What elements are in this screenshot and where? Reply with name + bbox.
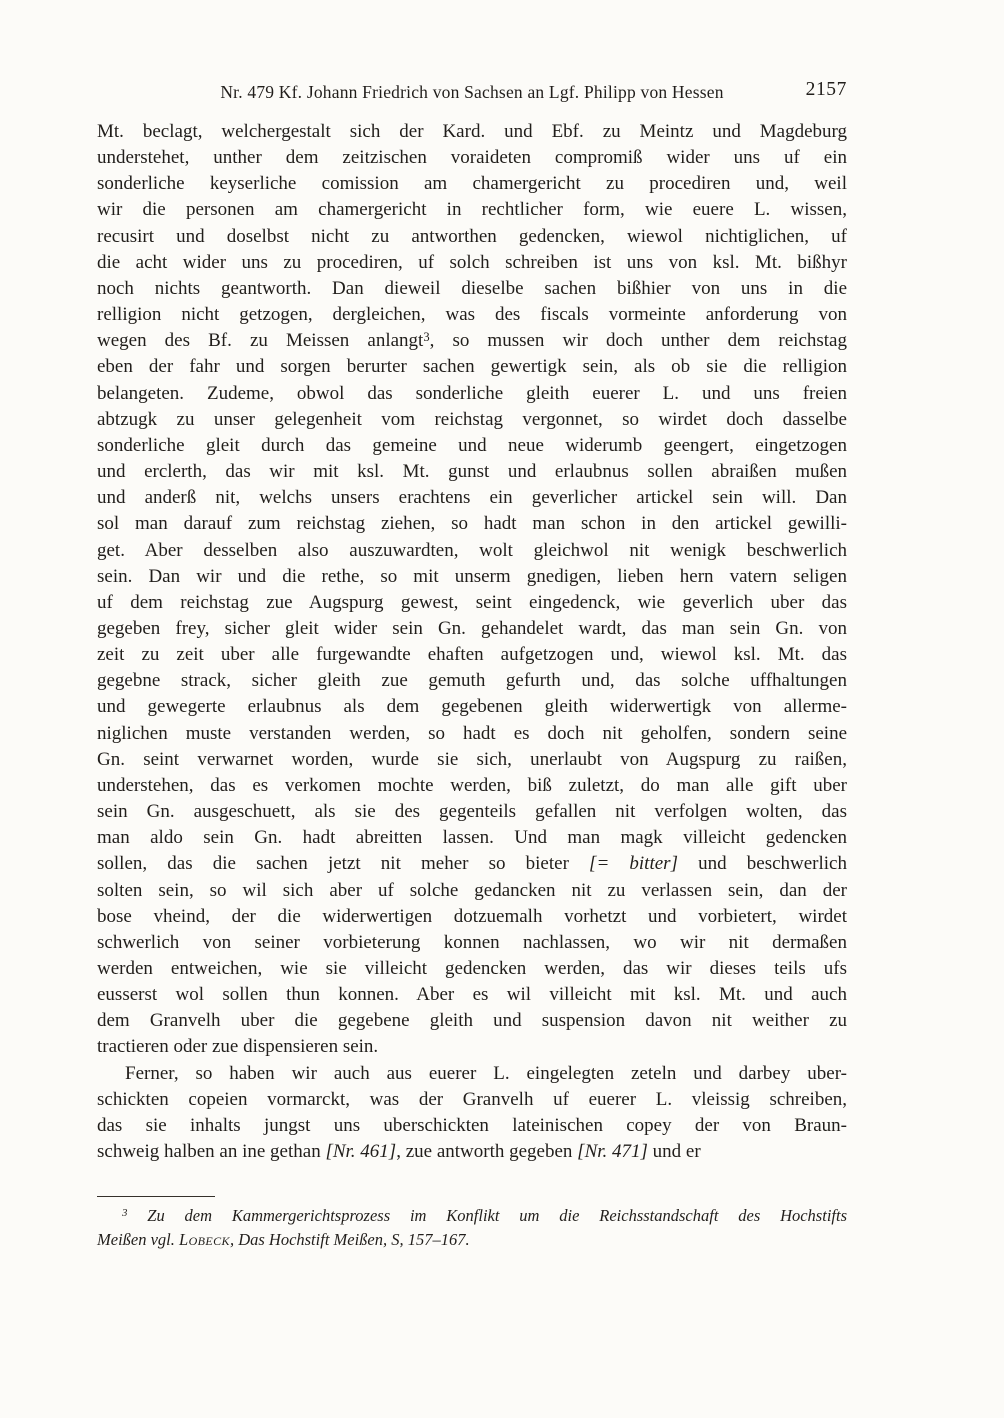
text-segment: Mt. beclagt, welchergestalt sich der Kard. und Ebf. zu Meintz und Magdeburg <box>97 121 847 142</box>
text-line <box>97 825 847 851</box>
text-line <box>97 616 847 642</box>
text-line <box>97 721 847 747</box>
text-segment: abtzugk zu unser gelegenheit vom reichstag vergonnet, so wirdet doch dasselbe <box>97 408 847 430</box>
text-line <box>97 433 847 459</box>
text-segment: relligion nicht getzogen, dergleichen, was des fiscals vormeinte anforderung von <box>97 304 847 326</box>
text-segment: schwerlich von seiner vorbieterung konnen nachlassen, wo wir nit dermaßen <box>97 931 847 953</box>
text-segment: und anderß nit, welchs unsers erachtens ein geverlicher artickel sein will. Dan <box>97 487 847 509</box>
text-line <box>97 1204 847 1228</box>
text-line <box>97 1139 847 1165</box>
text-line <box>97 1061 847 1087</box>
text-segment: Gn. seint verwarnet worden, wurde sie sich, unerlaubt von Augspurg zu raißen, <box>97 748 847 770</box>
text-segment: Ferner, so haben wir auch aus euerer L. eingelegten zeteln und darbey uber- <box>125 1062 847 1084</box>
text-line <box>97 407 847 433</box>
text-segment: und gewegerte erlaubnus als dem gegebenen gleith widerwertigk von allerme- <box>97 696 847 718</box>
text-segment: werden entweichen, wie sie villeicht gedencken werden, das wir dieses teils ufs <box>97 958 847 979</box>
text-segment: niglichen muste verstanden werden, so hadt es doch nit geholfen, sondern seine <box>97 722 847 744</box>
text-line <box>97 354 847 380</box>
author-name: Lobeck <box>179 1229 230 1249</box>
text-line <box>97 302 847 328</box>
footnote-area <box>97 1196 847 1251</box>
text-segment: man aldo sein Gn. hadt abreitten lassen. Und man magk villeicht gedencken <box>97 827 847 849</box>
text-segment: gegeben frey, sicher gleit wider sein Gn. gehandelet wardt, das man sein Gn. von <box>97 617 847 639</box>
text-line <box>97 1034 847 1060</box>
footnote-marker: 3 <box>423 329 430 344</box>
paragraph <box>97 119 847 1061</box>
text-line <box>97 1228 847 1252</box>
running-head <box>97 79 847 103</box>
text-segment: recusirt und doselbst nicht zu antworthen gedencken, wiewol nichtiglichen, uf <box>97 225 847 247</box>
text-segment: sonderliche keyserliche comission am chamergericht zu procediren und, weil <box>97 173 847 195</box>
text-segment: schickten copeien vormarckt, was der Granvelh uf euerer L. vleissig schreiben, <box>97 1088 847 1110</box>
text-segment: Meißen vgl. <box>97 1229 180 1249</box>
text-segment: Zu dem Kammergerichtsprozess im Konflikt um die Reichsstandschaft des Hochstifts <box>127 1206 847 1225</box>
text-line <box>97 511 847 537</box>
page-number: 2157 <box>805 79 847 100</box>
text-line <box>97 485 847 511</box>
text-line <box>97 1113 847 1139</box>
text-segment: solten sein, so wil sich aber uf solche gedancken nit zu verlassen sein, dan der <box>97 879 847 901</box>
editorial-note: [= bitter] <box>589 853 678 875</box>
text-line <box>97 956 847 982</box>
text-line <box>97 328 847 354</box>
text-line <box>97 799 847 825</box>
text-segment: bose vheind, der die widerwertigen dotzuemalh vorhetzt und vorbietert, wirdet <box>97 905 847 927</box>
text-line <box>97 1008 847 1034</box>
editorial-note: [Nr. 471] <box>577 1141 648 1163</box>
text-line <box>97 459 847 485</box>
footnote <box>97 1204 847 1251</box>
text-line <box>97 381 847 407</box>
text-segment: noch nichts geantworth. Dan dieweil dieselbe sachen bißhier von uns in die <box>97 277 847 299</box>
text-segment: belangeten. Zudeme, obwol das sonderliche gleith euerer L. und uns freien <box>97 382 847 404</box>
text-line <box>97 773 847 799</box>
text-segment: wegen des Bf. zu Meissen anlangt <box>97 330 424 352</box>
text-segment: zeit zu zeit uber alle furgewandte ehaften aufgetzogen und, wiewol ksl. Mt. das <box>97 644 847 666</box>
text-line <box>97 119 847 145</box>
text-segment: sein Gn. ausgeschuett, als sie des gegenteils gefallen nit verfolgen wolten, das <box>97 801 847 823</box>
text-segment: und beschwerlich <box>677 853 847 875</box>
text-line <box>97 1087 847 1113</box>
text-segment: das sie inhalts jungst uns uberschickten lateinischen copey der von Braun- <box>97 1114 847 1136</box>
text-line <box>97 564 847 590</box>
text-line <box>97 878 847 904</box>
text-line <box>97 642 847 668</box>
text-segment: gegebne strack, sicher gleith zue gemuth gefurth und, das solche uffhaltungen <box>97 670 847 692</box>
text-line <box>97 224 847 250</box>
text-segment: uf dem reichstag zue Augspurg gewest, seint eingedenck, wie geverlich uber das <box>97 591 847 613</box>
text-segment: sollen, das die sachen jetzt nit meher so bieter <box>97 853 590 875</box>
text-segment: sein. Dan wir und die rethe, so mit unserm gnedigen, lieben hern vatern seligen <box>97 565 847 587</box>
text-line <box>97 747 847 773</box>
text-segment: sol man darauf zum reichstag ziehen, so hadt man schon in den artickel gewilli- <box>97 513 847 535</box>
text-line <box>97 930 847 956</box>
text-line <box>97 694 847 720</box>
text-segment: eusserst wol sollen thun konnen. Aber es wil villeicht mit ksl. Mt. und auch <box>97 984 847 1006</box>
text-line <box>97 145 847 171</box>
text-segment: schweig halben an ine gethan <box>97 1141 326 1163</box>
text-segment: get. Aber desselben also auszuwardten, wolt gleichwol nit wenigk beschwerlich <box>97 539 847 561</box>
paragraph <box>97 1061 847 1166</box>
text-line <box>97 851 847 877</box>
editorial-note: [Nr. 461] <box>325 1141 397 1163</box>
running-head-title: Nr. 479 Kf. Johann Friedrich von Sachsen an Lgf. Philipp von Hessen <box>220 82 724 102</box>
text-segment: wir die personen am chamergericht in rechtlicher form, wie euere L. wissen, <box>97 199 847 221</box>
text-line <box>97 250 847 276</box>
text-segment: sonderliche gleit durch das gemeine und neue widerumb geengert, eingetzogen <box>97 434 847 456</box>
text-line <box>97 668 847 694</box>
text-line <box>97 590 847 616</box>
text-line <box>97 982 847 1008</box>
text-line <box>97 171 847 197</box>
text-segment: , zue antworth gegeben <box>396 1141 578 1163</box>
footnote-rule <box>97 1196 215 1197</box>
text-segment: und erclerth, das wir mit ksl. Mt. gunst und erlaubnus sollen abraißen mußen <box>97 461 847 483</box>
text-segment: die acht wider uns zu procediren, uf solch schreiben ist uns von ksl. Mt. bißhyr <box>97 251 847 273</box>
text-segment: understehet, unther dem zeitzischen voraideten compromiß wider uns uf ein <box>97 147 847 169</box>
text-line <box>97 276 847 302</box>
text-line <box>97 538 847 564</box>
text-segment: dem Granvelh uber die gegebene gleith und suspension davon nit weither zu <box>97 1010 847 1032</box>
text-segment: und er <box>647 1141 701 1163</box>
text-line <box>97 197 847 223</box>
text-segment: understehen, das es verkomen mochte werden, biß zuletzt, do man alle gift uber <box>97 774 847 796</box>
letter-body <box>97 119 847 1165</box>
text-segment: eben der fahr und sorgen berurter sachen gewertigk sein, als ob sie die relligion <box>97 356 847 378</box>
footnote-marker: 3 <box>122 1207 128 1220</box>
text-line <box>97 904 847 930</box>
text-segment: , so mussen wir doch unther dem reichstag <box>429 330 847 352</box>
text-segment: tractieren oder zue dispensieren sein. <box>97 1036 379 1058</box>
text-segment: , Das Hochstift Meißen, S, 157–167. <box>229 1229 470 1249</box>
